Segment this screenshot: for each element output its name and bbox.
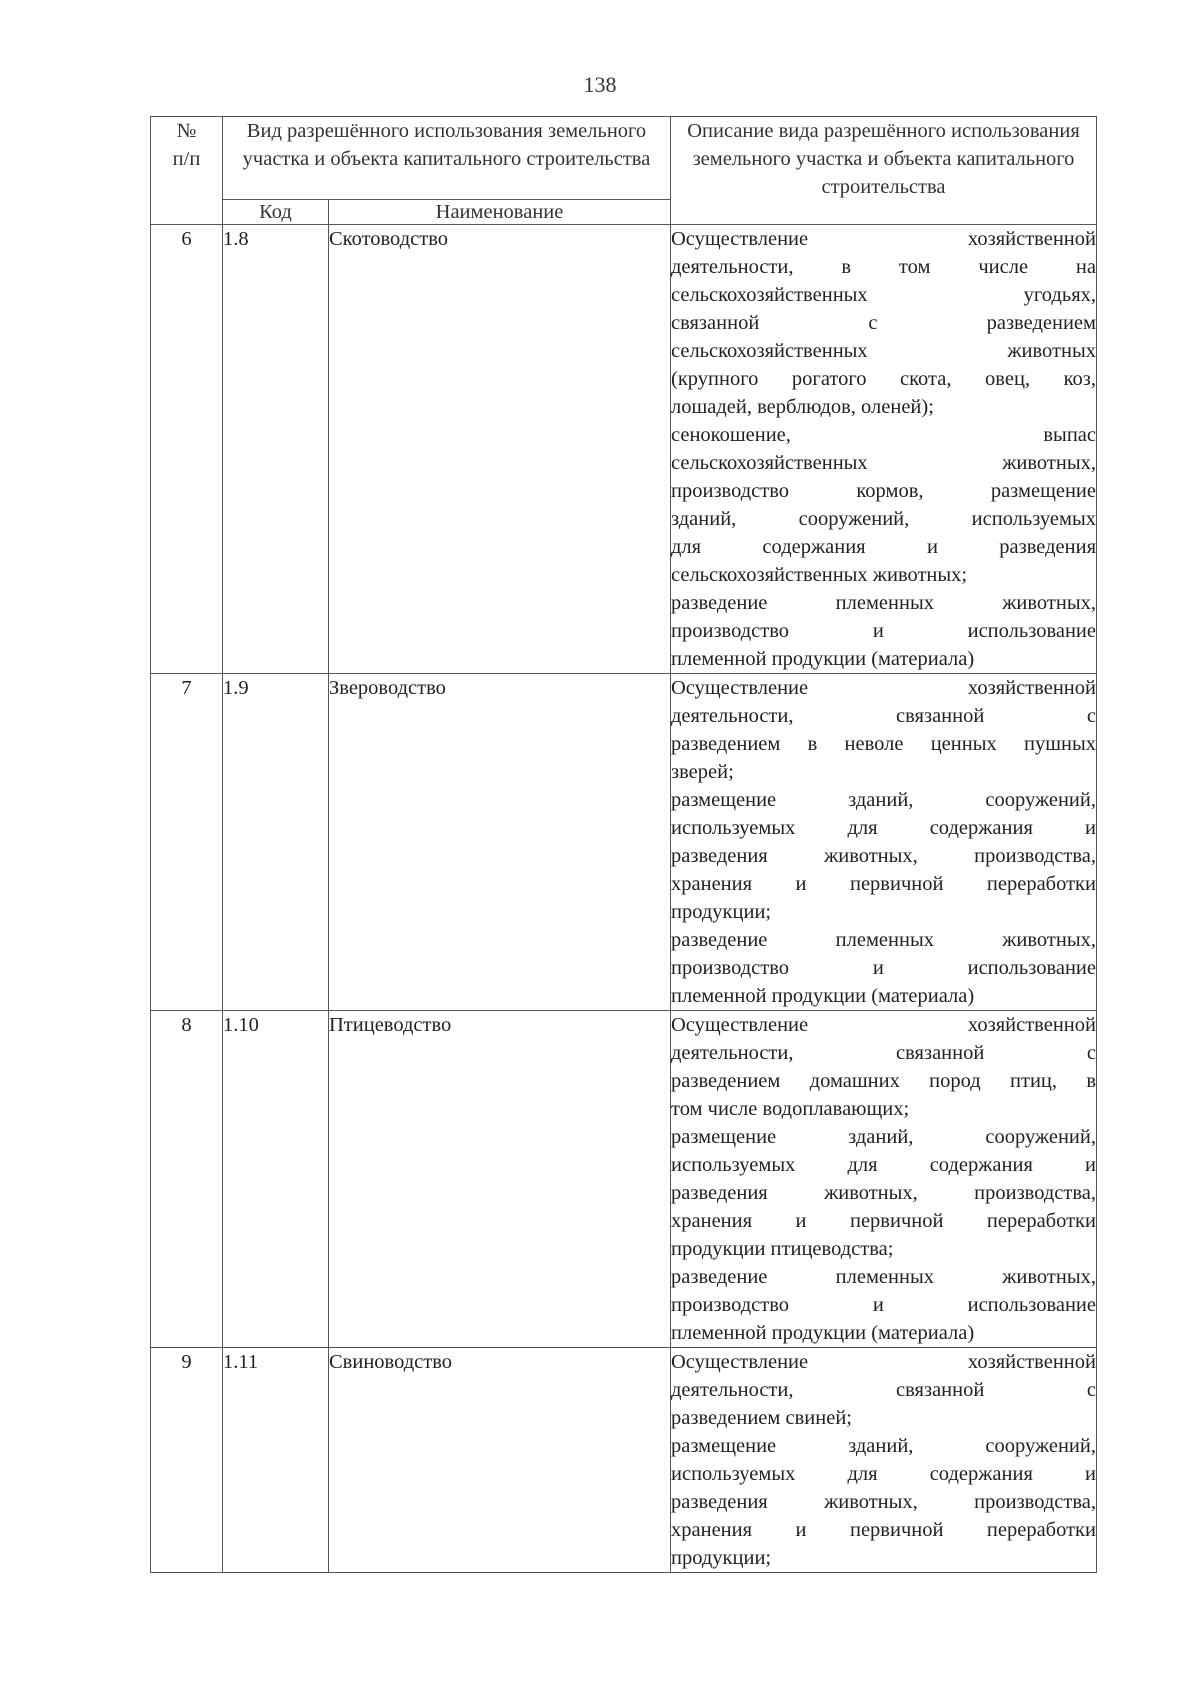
description-line: сельскохозяйственных угодьях, [671,284,1096,306]
description-line: размещение зданий, сооружений, [671,1435,1096,1457]
description-line: зверей; [671,761,734,783]
description-line: хранения и первичной переработки [671,1519,1096,1541]
description-line: Осуществление хозяйственной [671,677,1096,699]
row-name: Скотоводство [329,225,671,674]
row-code: 1.10 [223,1011,329,1348]
description-line: производство кормов, размещение [671,480,1096,502]
description-line: продукции; [671,1547,772,1569]
description-line: продукции; [671,901,772,923]
description-line: размещение зданий, сооружений, [671,789,1096,811]
description-line: сельскохозяйственных животных, [671,452,1096,474]
description-line: производство и использование [671,957,1096,979]
header-description: Описание вида разрешённого использования земельного участка и объекта капитального строительства [671,117,1097,225]
description-line: разведение племенных животных, [671,1266,1096,1288]
description-line: хранения и первичной переработки [671,1210,1096,1232]
table-header [151,117,1097,225]
description-line: Осуществление хозяйственной [671,1351,1096,1373]
description-line: производство и использование [671,1294,1096,1316]
header-num [151,117,223,225]
row-code: 1.9 [223,674,329,1011]
description-line: племенной продукции (материала) [671,1322,975,1344]
description-line: том числе водоплавающих; [671,1098,910,1120]
land-use-table [150,116,1097,1573]
description-line: сельскохозяйственных животных; [671,564,968,586]
description-line: размещение зданий, сооружений, [671,1126,1096,1148]
description-line: деятельности, связанной с [671,1379,1096,1401]
description-line: деятельности, связанной с [671,1042,1096,1064]
table-row [151,225,1097,674]
description-line: разведением в неволе ценных пушных [671,733,1096,755]
description-line: племенной продукции (материала) [671,985,975,1007]
description-line: разведение племенных животных, [671,592,1096,614]
row-description [671,1348,1097,1573]
row-number: 7 [151,674,223,1011]
row-name: Птицеводство [329,1011,671,1348]
description-line: связанной с разведением [671,312,1096,334]
description-line: хранения и первичной переработки [671,873,1096,895]
description-line: зданий, сооружений, используемых [671,508,1096,530]
header-name: Наименование [329,200,671,225]
description-line: Осуществление хозяйственной [671,1014,1096,1036]
description-line: разведения животных, производства, [671,1491,1096,1513]
description-line: разведения животных, производства, [671,845,1096,867]
header-num-label [151,117,222,173]
header-group: Вид разрешённого использования земельного участка и объекта капитального строительства [223,117,671,200]
row-number: 6 [151,225,223,674]
description-line: Осуществление хозяйственной [671,228,1096,250]
description-line: племенной продукции (материала) [671,648,975,670]
description-line: используемых для содержания и [671,1463,1096,1485]
row-name: Звероводство [329,674,671,1011]
description-line: деятельности, в том числе на [671,256,1096,278]
description-line: для содержания и разведения [671,536,1096,558]
description-line: разведения животных, производства, [671,1182,1096,1204]
row-code: 1.8 [223,225,329,674]
header-num-line: № [176,120,197,142]
description-line: лошадей, верблюдов, оленей); [671,396,934,418]
row-code: 1.11 [223,1348,329,1573]
row-number: 8 [151,1011,223,1348]
row-description [671,225,1097,674]
description-line: (крупного рогатого скота, овец, коз, [671,368,1096,390]
description-line: продукции птицеводства; [671,1238,894,1260]
description-line: сельскохозяйственных животных [671,340,1096,362]
description-line: сенокошение, выпас [671,424,1096,446]
header-code: Код [223,200,329,225]
row-description [671,674,1097,1011]
table-row [151,1348,1097,1573]
table-row [151,1011,1097,1348]
description-line: разведением свиней; [671,1407,852,1429]
description-line: деятельности, связанной с [671,705,1096,727]
table-row [151,674,1097,1011]
description-line: используемых для содержания и [671,817,1096,839]
description-line: разведением домашних пород птиц, в [671,1070,1096,1092]
row-name: Свиноводство [329,1348,671,1573]
description-line: используемых для содержания и [671,1154,1096,1176]
description-line: производство и использование [671,620,1096,642]
header-num-line: п/п [172,148,201,170]
page-number: 138 [583,72,617,97]
row-number: 9 [151,1348,223,1573]
description-line: разведение племенных животных, [671,929,1096,951]
row-description [671,1011,1097,1348]
table-body [151,225,1097,1573]
